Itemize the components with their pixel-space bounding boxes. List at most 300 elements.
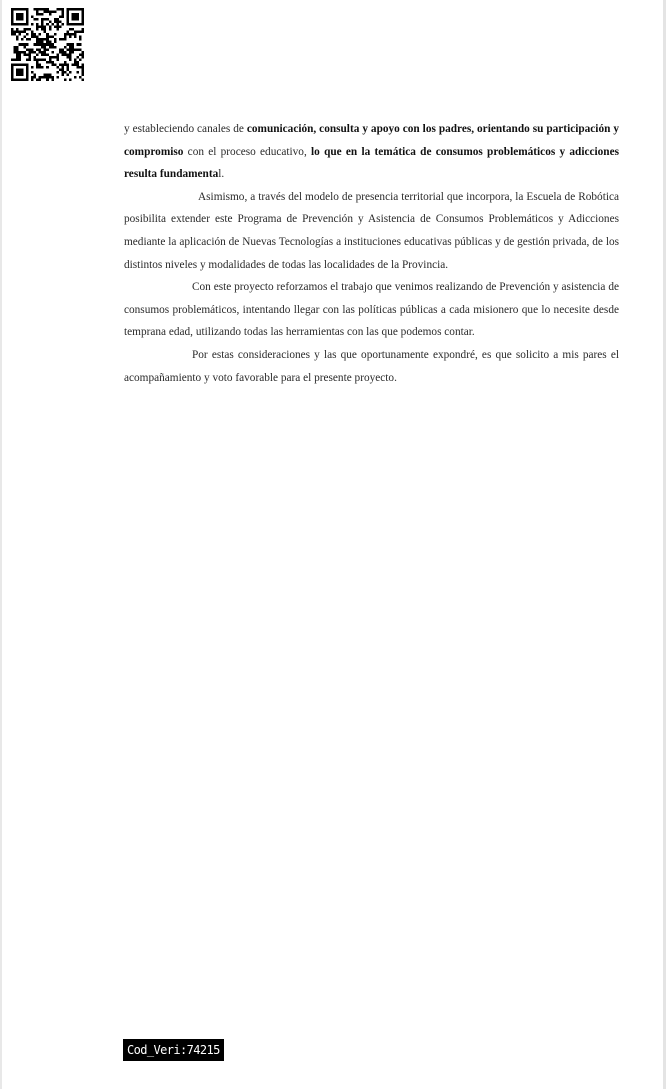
qr-module: [19, 68, 22, 71]
qr-module: [64, 78, 67, 81]
qr-module: [14, 33, 17, 36]
qr-module: [71, 46, 74, 49]
qr-module: [69, 48, 72, 51]
qr-module: [76, 48, 79, 51]
qr-module: [14, 48, 17, 51]
qr-module: [79, 58, 82, 61]
qr-module: [26, 18, 29, 21]
qr-module: [14, 58, 17, 61]
qr-module: [29, 58, 32, 61]
qr-module: [76, 66, 79, 69]
qr-module: [26, 58, 29, 61]
qr-module: [54, 26, 57, 29]
qr-module: [36, 61, 39, 64]
qr-module: [64, 51, 67, 54]
qr-module: [29, 56, 32, 59]
qr-module: [41, 21, 44, 24]
qr-module: [71, 63, 74, 66]
qr-module: [46, 23, 49, 26]
qr-module: [56, 56, 59, 59]
paragraph-1: [124, 118, 619, 186]
qr-module: [44, 28, 47, 31]
qr-module: [31, 71, 34, 74]
qr-module: [21, 78, 24, 81]
qr-module: [74, 48, 77, 51]
qr-module: [54, 38, 57, 41]
qr-module: [76, 63, 79, 66]
qr-module: [71, 28, 74, 31]
qr-module: [81, 11, 84, 14]
qr-module: [36, 36, 39, 39]
qr-module: [64, 63, 67, 66]
qr-module: [41, 51, 44, 54]
qr-module: [26, 38, 29, 41]
qr-module: [69, 23, 72, 26]
qr-module: [26, 66, 29, 69]
qr-module: [69, 56, 72, 59]
qr-module: [19, 16, 22, 19]
qr-module: [54, 46, 57, 49]
qr-module: [16, 58, 19, 61]
qr-module: [66, 63, 69, 66]
qr-module: [44, 18, 47, 21]
qr-module: [16, 46, 19, 49]
qr-module: [46, 41, 49, 44]
qr-module: [81, 23, 84, 26]
qr-module: [21, 16, 24, 19]
qr-module: [44, 46, 47, 49]
qr-module: [46, 33, 49, 36]
qr-module: [16, 56, 19, 59]
qr-module: [11, 68, 14, 71]
qr-module: [26, 11, 29, 14]
qr-module: [46, 66, 49, 69]
qr-module: [39, 38, 42, 41]
qr-module: [26, 28, 29, 31]
paragraph-1-run-5: l.: [218, 168, 225, 181]
qr-module: [66, 33, 69, 36]
qr-module: [71, 48, 74, 51]
qr-module: [16, 28, 19, 31]
qr-module: [61, 71, 64, 74]
qr-module: [21, 73, 24, 76]
qr-module: [49, 11, 52, 14]
qr-module: [79, 23, 82, 26]
qr-module: [44, 31, 47, 34]
qr-module: [81, 68, 84, 71]
qr-module: [31, 23, 34, 26]
qr-module: [36, 78, 39, 81]
qr-module: [71, 43, 74, 46]
qr-module: [64, 71, 67, 74]
qr-module: [26, 53, 29, 56]
qr-module: [76, 18, 79, 21]
qr-module: [51, 11, 54, 14]
qr-module: [74, 58, 77, 61]
qr-module: [11, 16, 14, 19]
qr-module: [59, 8, 62, 11]
qr-module: [59, 26, 62, 29]
qr-module: [69, 53, 72, 56]
qr-module: [26, 23, 29, 26]
qr-module: [66, 11, 69, 14]
qr-module: [56, 26, 59, 29]
qr-module: [61, 51, 64, 54]
qr-module: [31, 78, 34, 81]
qr-module: [49, 56, 52, 59]
qr-module: [61, 73, 64, 76]
qr-module: [61, 38, 64, 41]
qr-module: [11, 13, 14, 16]
qr-module: [69, 71, 72, 74]
qr-module: [64, 46, 67, 49]
qr-module: [16, 8, 19, 11]
qr-module: [56, 8, 59, 11]
qr-module: [34, 33, 37, 36]
qr-module: [46, 8, 49, 11]
qr-module: [39, 33, 42, 36]
qr-module: [81, 28, 84, 31]
qr-module: [66, 21, 69, 24]
qr-module: [36, 53, 39, 56]
qr-module: [21, 18, 24, 21]
qr-module: [49, 43, 52, 46]
qr-module: [46, 76, 49, 79]
qr-module: [26, 71, 29, 74]
qr-module: [36, 18, 39, 21]
qr-module: [59, 68, 62, 71]
qr-module: [51, 51, 54, 54]
qr-module: [16, 16, 19, 19]
qr-module: [76, 56, 79, 59]
qr-module: [56, 18, 59, 21]
qr-module: [69, 43, 72, 46]
qr-module: [59, 38, 62, 41]
qr-module: [74, 33, 77, 36]
qr-module: [66, 13, 69, 16]
qr-module: [19, 78, 22, 81]
qr-module: [24, 28, 27, 31]
qr-module: [24, 46, 27, 49]
qr-module: [21, 68, 24, 71]
qr-module: [49, 41, 52, 44]
qr-module: [11, 8, 14, 11]
qr-module: [79, 66, 82, 69]
qr-module: [26, 33, 29, 36]
qr-module: [26, 8, 29, 11]
qr-module: [69, 46, 72, 49]
qr-module: [11, 58, 14, 61]
qr-module: [41, 41, 44, 44]
qr-module: [46, 43, 49, 46]
qr-module: [14, 78, 17, 81]
qr-module: [34, 36, 37, 39]
qr-module: [56, 53, 59, 56]
qr-module: [41, 58, 44, 61]
qr-module: [39, 66, 42, 69]
qr-module: [71, 23, 74, 26]
qr-module: [44, 48, 47, 51]
qr-module: [16, 63, 19, 66]
qr-module: [21, 38, 24, 41]
paragraph-4-text: Por estas consideraciones y las que oportunamente expondré, es que solicito a mis pares el acompañamiento y voto favorable para el presente proyecto.: [124, 348, 619, 384]
qr-module: [76, 8, 79, 11]
qr-module: [31, 31, 34, 34]
qr-module: [39, 63, 42, 66]
qr-module: [19, 73, 22, 76]
qr-module: [36, 66, 39, 69]
qr-module: [59, 48, 62, 51]
qr-module: [34, 58, 37, 61]
qr-module: [16, 68, 19, 71]
qr-module: [19, 43, 22, 46]
qr-module: [31, 76, 34, 79]
qr-module: [66, 23, 69, 26]
qr-module: [24, 43, 27, 46]
qr-module: [81, 18, 84, 21]
qr-module: [34, 43, 37, 46]
qr-module: [51, 76, 54, 79]
qr-module: [64, 53, 67, 56]
qr-module: [19, 51, 22, 54]
qr-module: [29, 48, 32, 51]
qr-module: [61, 63, 64, 66]
qr-module: [36, 8, 39, 11]
qr-module: [71, 13, 74, 16]
qr-module: [11, 33, 14, 36]
qr-module: [81, 21, 84, 24]
qr-module: [29, 28, 32, 31]
qr-module: [44, 11, 47, 14]
qr-module: [19, 13, 22, 16]
qr-module: [44, 51, 47, 54]
qr-code-graphic: [11, 8, 84, 81]
qr-module: [74, 61, 77, 64]
qr-module: [66, 68, 69, 71]
qr-module: [44, 8, 47, 11]
qr-module: [81, 73, 84, 76]
qr-module: [36, 43, 39, 46]
qr-module: [54, 18, 57, 21]
paragraph-2-text: Asimismo, a través del modelo de presencia territorial que incorpora, la Escuela de Robótica posibilita extender este Programa de Prevención y Asistencia de Consumos Problemáticos y Adicciones mediante la aplicación de Nuevas Tecnologías a instituciones educativas públicas y de gestión privada, de los distintos niveles y modalidades de todas las localidades de la Provincia.: [124, 190, 619, 271]
qr-module: [79, 76, 82, 79]
qr-module: [29, 38, 32, 41]
qr-module: [36, 26, 39, 29]
qr-module: [16, 78, 19, 81]
qr-module: [74, 23, 77, 26]
qr-module: [26, 63, 29, 66]
qr-module: [56, 71, 59, 74]
qr-module: [41, 66, 44, 69]
paragraph-1-run-1: y estableciendo canales de: [124, 123, 247, 135]
qr-module: [39, 78, 42, 81]
qr-module: [46, 48, 49, 51]
qr-module: [36, 58, 39, 61]
qr-module: [39, 51, 42, 54]
qr-module: [24, 31, 27, 34]
qr-module: [16, 31, 19, 34]
qr-module: [29, 51, 32, 54]
qr-module: [66, 73, 69, 76]
qr-module: [44, 73, 47, 76]
qr-module: [76, 13, 79, 16]
qr-module: [19, 31, 22, 34]
qr-module: [44, 38, 47, 41]
qr-module: [41, 38, 44, 41]
qr-module: [71, 33, 74, 36]
qr-module: [51, 36, 54, 39]
qr-module: [14, 31, 17, 34]
qr-module: [64, 36, 67, 39]
qr-module: [76, 61, 79, 64]
qr-module: [79, 8, 82, 11]
qr-module: [34, 56, 37, 59]
qr-module: [29, 53, 32, 56]
qr-module: [49, 46, 52, 49]
qr-module: [76, 16, 79, 19]
qr-module: [74, 16, 77, 19]
qr-module: [54, 63, 57, 66]
qr-module: [64, 38, 67, 41]
qr-module: [54, 56, 57, 59]
qr-module: [31, 16, 34, 19]
paragraph-3-text: Con este proyecto reforzamos el trabajo que venimos realizando de Prevención y asistencia de consumos problemáticos, intentando llegar con las políticas públicas a cada misionero que lo necesite desde temprana edad, utilizando todas las herramientas con las que podemos contar.: [124, 281, 619, 339]
qr-module: [64, 61, 67, 64]
qr-module: [36, 48, 39, 51]
qr-module: [79, 36, 82, 39]
qr-module: [24, 78, 27, 81]
qr-module: [74, 36, 77, 39]
qr-module: [56, 66, 59, 69]
qr-module: [76, 71, 79, 74]
qr-module: [51, 61, 54, 64]
qr-module: [36, 63, 39, 66]
qr-module: [21, 8, 24, 11]
qr-module: [31, 36, 34, 39]
qr-module: [36, 28, 39, 31]
qr-module: [39, 26, 42, 29]
qr-module: [21, 63, 24, 66]
qr-module: [51, 46, 54, 49]
qr-module: [51, 43, 54, 46]
qr-module: [56, 28, 59, 31]
qr-module: [36, 13, 39, 16]
qr-module: [54, 41, 57, 44]
qr-module: [31, 51, 34, 54]
qr-module: [16, 18, 19, 21]
qr-module: [31, 66, 34, 69]
qr-module: [41, 8, 44, 11]
qr-module: [24, 53, 27, 56]
qr-module: [11, 11, 14, 14]
qr-module: [81, 51, 84, 54]
qr-module: [44, 43, 47, 46]
qr-module: [79, 53, 82, 56]
qr-module: [49, 58, 52, 61]
qr-module: [79, 43, 82, 46]
qr-module: [31, 33, 34, 36]
qr-module: [79, 38, 82, 41]
qr-module: [26, 16, 29, 19]
qr-module: [69, 8, 72, 11]
paragraph-1-run-2: comunicación, consulta y apoyo con los padres, orientando su participación y compromiso: [124, 123, 619, 158]
qr-module: [56, 76, 59, 79]
qr-module: [66, 18, 69, 21]
qr-module: [76, 43, 79, 46]
qr-module: [61, 53, 64, 56]
qr-module: [59, 63, 62, 66]
qr-module: [49, 13, 52, 16]
qr-module: [61, 68, 64, 71]
qr-module: [44, 76, 47, 79]
paragraph-2: [124, 186, 619, 276]
qr-module: [49, 76, 52, 79]
qr-module: [26, 48, 29, 51]
qr-module: [49, 26, 52, 29]
qr-module: [44, 26, 47, 29]
qr-module: [81, 63, 84, 66]
qr-module: [31, 48, 34, 51]
paragraph-3: [124, 276, 619, 344]
qr-module: [21, 51, 24, 54]
qr-module: [19, 63, 22, 66]
qr-module: [26, 76, 29, 79]
qr-module: [16, 23, 19, 26]
qr-module: [11, 73, 14, 76]
qr-module: [61, 23, 64, 26]
qr-module: [14, 46, 17, 49]
qr-module: [34, 18, 37, 21]
qr-module: [51, 23, 54, 26]
qr-module: [69, 78, 72, 81]
qr-module: [46, 18, 49, 21]
qr-module: [56, 21, 59, 24]
qr-module: [74, 63, 77, 66]
qr-module: [24, 51, 27, 54]
qr-module: [16, 38, 19, 41]
qr-module: [46, 11, 49, 14]
qr-module: [34, 73, 37, 76]
qr-module: [66, 56, 69, 59]
qr-module: [11, 23, 14, 26]
qr-module: [49, 28, 52, 31]
qr-module: [24, 63, 27, 66]
qr-module: [39, 76, 42, 79]
qr-module: [81, 56, 84, 59]
qr-module: [79, 31, 82, 34]
qr-module: [26, 78, 29, 81]
qr-module: [21, 43, 24, 46]
qr-module: [46, 53, 49, 56]
qr-module: [59, 21, 62, 24]
qr-module: [24, 8, 27, 11]
qr-module: [49, 61, 52, 64]
qr-module: [36, 11, 39, 14]
qr-module: [74, 76, 77, 79]
qr-module: [39, 41, 42, 44]
qr-module: [54, 11, 57, 14]
qr-module: [41, 53, 44, 56]
qr-module: [76, 31, 79, 34]
qr-module: [66, 53, 69, 56]
qr-module: [74, 18, 77, 21]
qr-module: [19, 18, 22, 21]
qr-module: [16, 53, 19, 56]
paragraph-1-run-3: con el proceso educativo,: [183, 145, 312, 158]
qr-module: [69, 58, 72, 61]
qr-module: [21, 71, 24, 74]
document-body: [124, 118, 619, 389]
